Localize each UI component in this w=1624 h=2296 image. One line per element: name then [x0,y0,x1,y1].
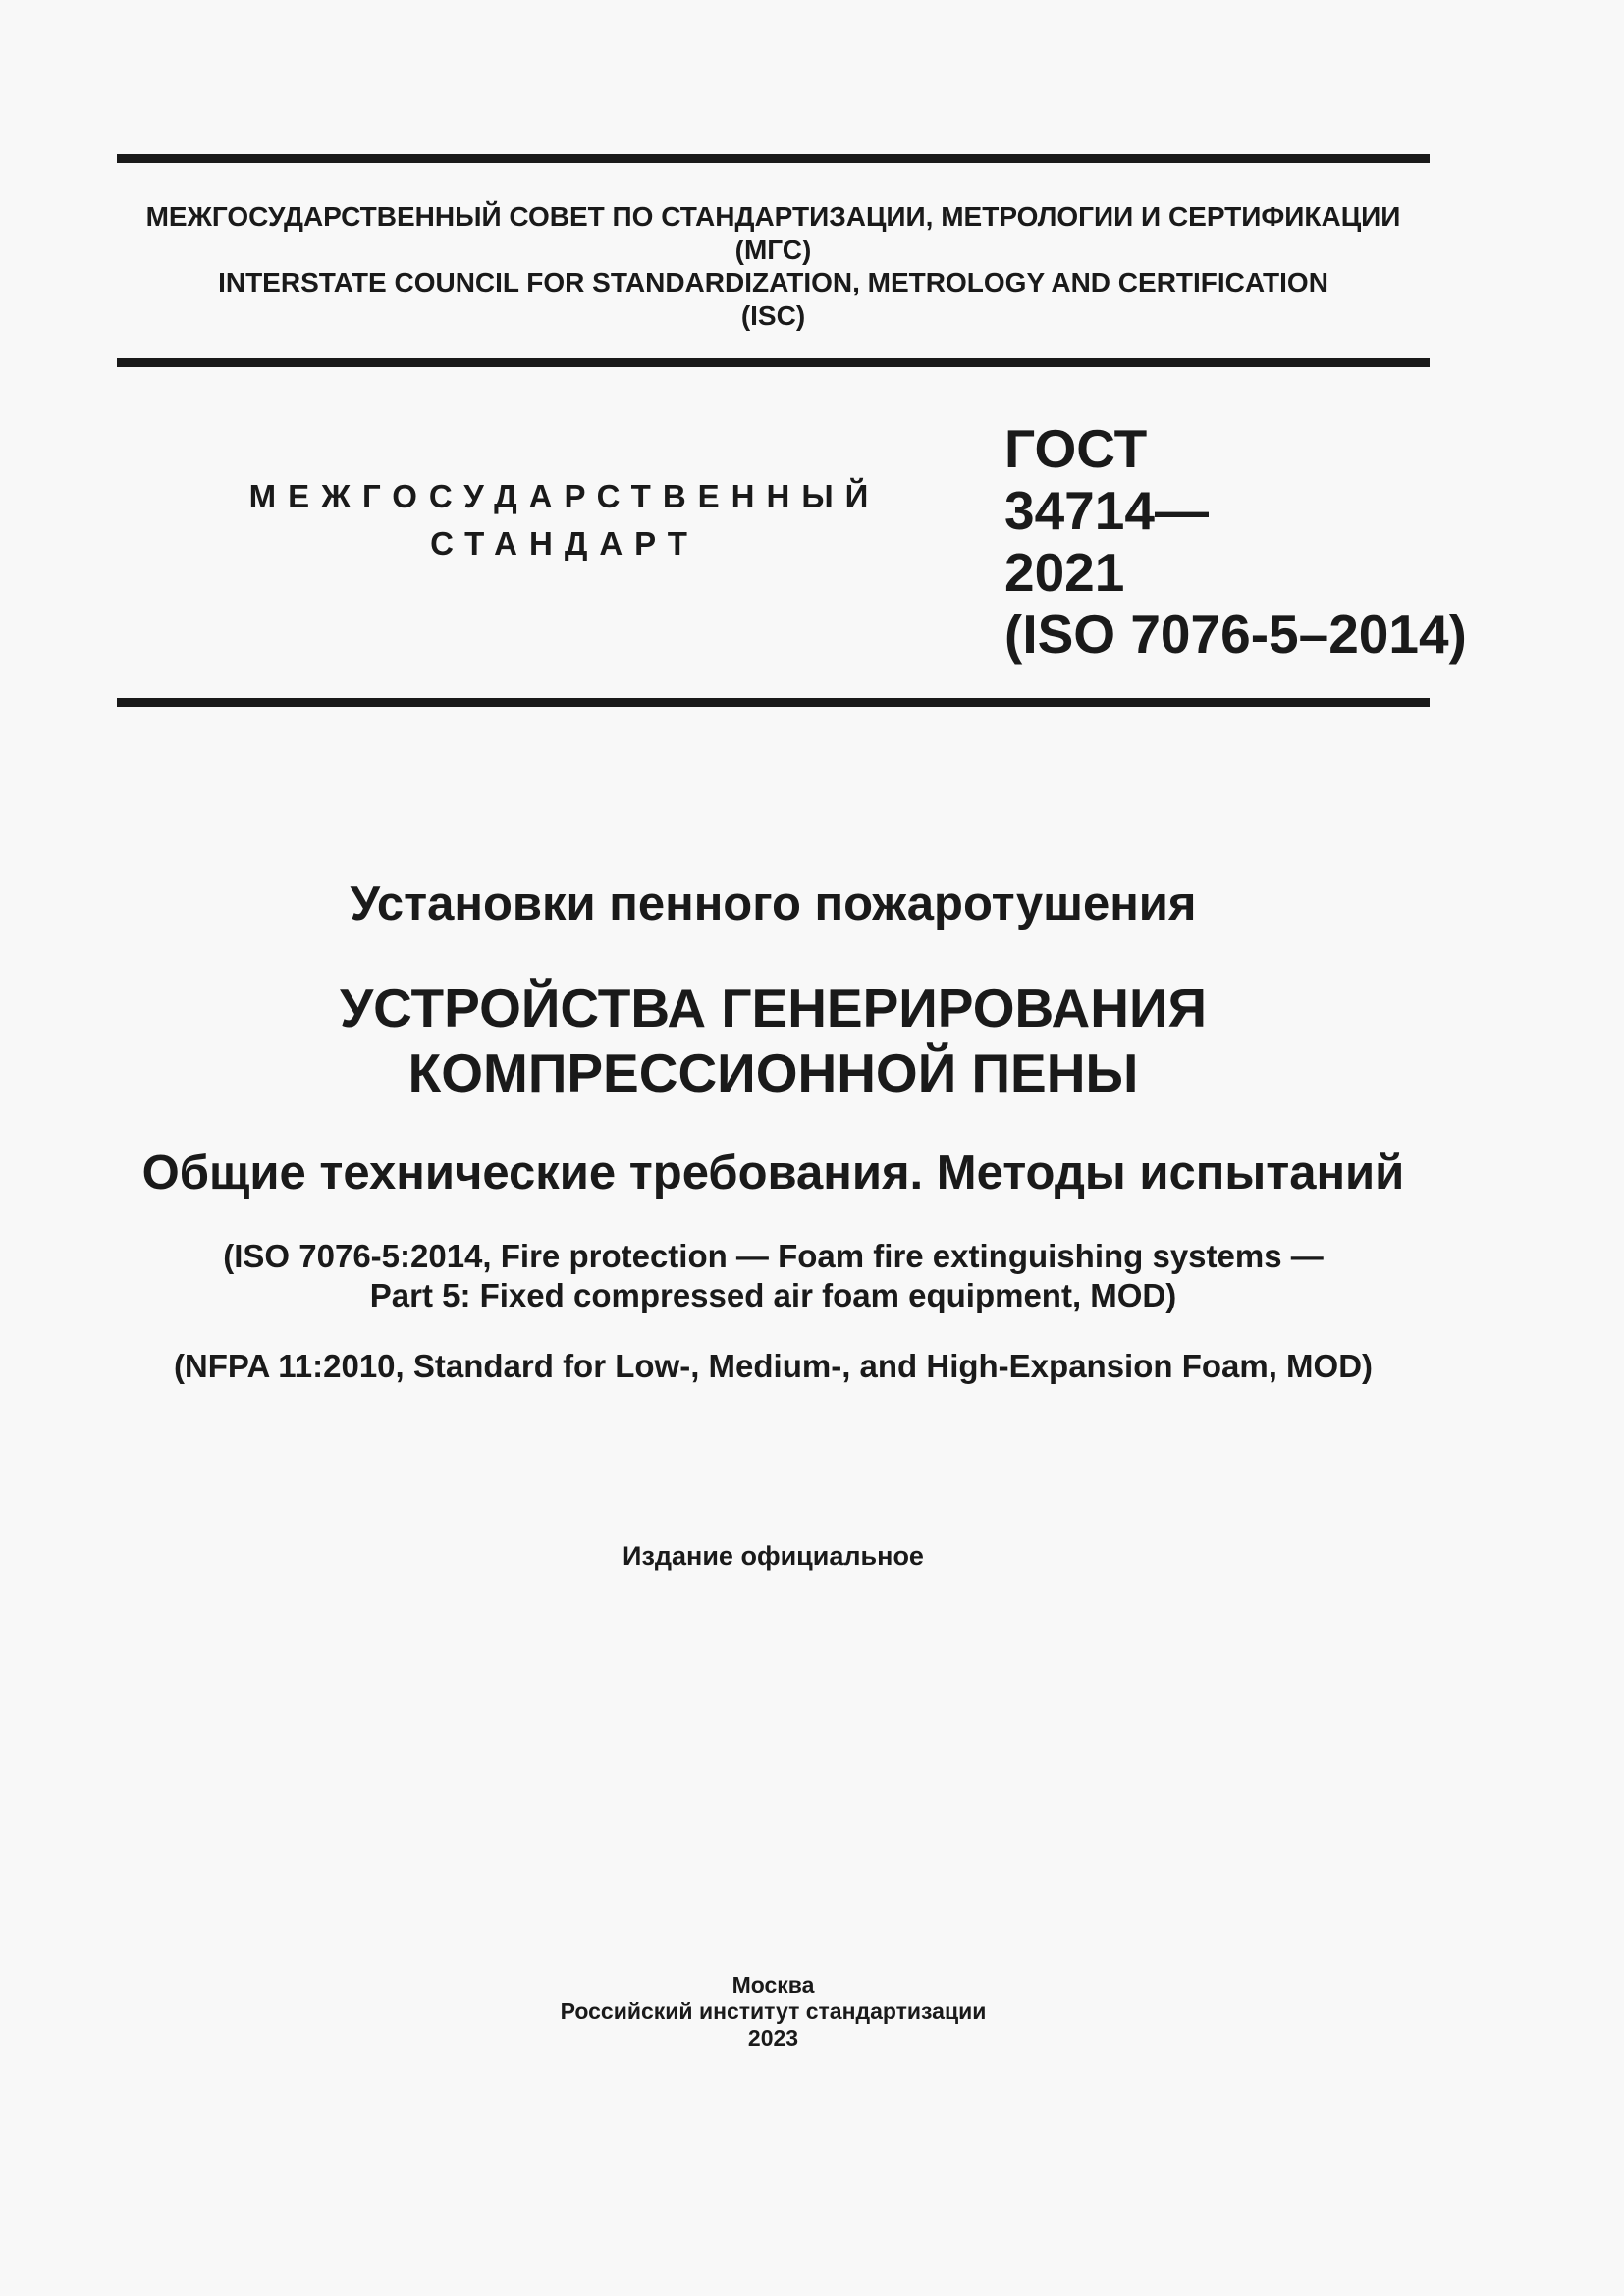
nfpa-reference: (NFPA 11:2010, Standard for Low-, Medium-, and High-Expansion Foam, MOD) [173,1348,1374,1384]
main-title [117,976,1430,1105]
iso-reference-line2: Part 5: Fixed compressed air foam equipment, MOD) [369,1277,1177,1313]
title-line-3: Общие технические требования. Методы испытаний [141,1147,1405,1200]
council-name-ru: МЕЖГОСУДАРСТВЕННЫЙ СОВЕТ ПО СТАНДАРТИЗАЦИИ, МЕТРОЛОГИИ И СЕРТИФИКАЦИИ [145,201,1401,232]
publisher-city: Москва [731,1972,815,1998]
publisher-block [117,1972,1430,2052]
standard-label-line2: СТАНДАРТ [430,525,699,561]
designation-year: 2021 [1004,542,1125,603]
publisher-year: 2023 [747,2025,799,2051]
council-bottom-rule [117,358,1430,367]
council-abbr-en: (ISC) [740,299,806,331]
main-title-line-b: КОМПРЕССИОННОЙ ПЕНЫ [407,1042,1139,1103]
top-rule [117,154,1430,163]
standard-designation [1004,418,1467,666]
main-title-line-a: УСТРОЙСТВА ГЕНЕРИРОВАНИЯ [339,978,1208,1039]
iso-reference [117,1237,1430,1315]
standard-label [245,473,884,567]
iso-reference-line1: (ISO 7076-5:2014, Fire protection — Foam fire extinguishing systems — [223,1238,1324,1274]
publisher-name: Российский институт стандартизации [560,1999,987,2024]
designation-iso-ref: (ISO 7076-5–2014) [1004,604,1467,665]
standard-label-line1: МЕЖГОСУДАРСТВЕННЫЙ [248,478,881,514]
title-line-1: Установки пенного пожаротушения [350,878,1197,931]
designation-bottom-rule [117,698,1430,707]
council-header [117,200,1430,332]
designation-prefix: ГОСТ [1004,418,1148,479]
edition-label: Издание официальное [623,1541,924,1571]
designation-number: 34714— [1004,480,1209,541]
council-name-en: INTERSTATE COUNCIL FOR STANDARDIZATION, METROLOGY AND CERTIFICATION [218,267,1328,297]
council-abbr-ru: (МГС) [734,234,812,265]
